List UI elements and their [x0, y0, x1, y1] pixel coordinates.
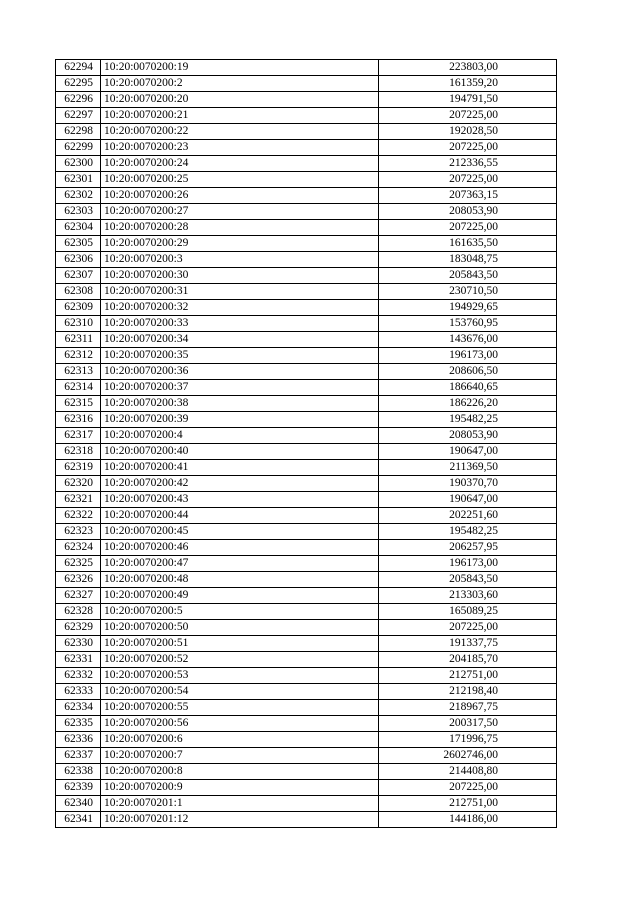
table-row: [56, 108, 557, 124]
value-cell: 208053,90: [379, 204, 557, 220]
cadastral-number-cell: 10:20:0070200:30: [101, 268, 379, 284]
row-id-cell: 62324: [56, 540, 101, 556]
cadastral-number-cell: 10:20:0070200:31: [101, 284, 379, 300]
cadastral-number-cell: 10:20:0070200:19: [101, 60, 379, 76]
table-row: [56, 780, 557, 796]
table-row: [56, 716, 557, 732]
cadastral-number-cell: 10:20:0070200:8: [101, 764, 379, 780]
table-row: [56, 636, 557, 652]
value-cell: 218967,75: [379, 700, 557, 716]
cadastral-number-cell: 10:20:0070200:24: [101, 156, 379, 172]
row-id-cell: 62311: [56, 332, 101, 348]
table-row: [56, 748, 557, 764]
table-row: [56, 284, 557, 300]
table-row: [56, 188, 557, 204]
cadastral-number-cell: 10:20:0070200:26: [101, 188, 379, 204]
table-row: [56, 652, 557, 668]
cadastral-number-cell: 10:20:0070200:54: [101, 684, 379, 700]
row-id-cell: 62310: [56, 316, 101, 332]
table-row: [56, 428, 557, 444]
table-row: [56, 236, 557, 252]
table-row: [56, 588, 557, 604]
table-row: [56, 92, 557, 108]
row-id-cell: 62296: [56, 92, 101, 108]
value-cell: 207225,00: [379, 220, 557, 236]
cadastral-number-cell: 10:20:0070200:56: [101, 716, 379, 732]
table-row: [56, 412, 557, 428]
value-cell: 205843,50: [379, 268, 557, 284]
table-row: [56, 508, 557, 524]
table-row: [56, 380, 557, 396]
table-row: [56, 476, 557, 492]
row-id-cell: 62302: [56, 188, 101, 204]
row-id-cell: 62339: [56, 780, 101, 796]
row-id-cell: 62313: [56, 364, 101, 380]
value-cell: 206257,95: [379, 540, 557, 556]
cadastral-number-cell: 10:20:0070200:47: [101, 556, 379, 572]
table-row: [56, 732, 557, 748]
cadastral-number-cell: 10:20:0070200:22: [101, 124, 379, 140]
row-id-cell: 62340: [56, 796, 101, 812]
table-row: [56, 124, 557, 140]
table-row: [56, 556, 557, 572]
row-id-cell: 62333: [56, 684, 101, 700]
row-id-cell: 62329: [56, 620, 101, 636]
table-row: [56, 76, 557, 92]
value-cell: 183048,75: [379, 252, 557, 268]
row-id-cell: 62301: [56, 172, 101, 188]
cadastral-number-cell: 10:20:0070200:39: [101, 412, 379, 428]
value-cell: 190647,00: [379, 444, 557, 460]
cadastral-number-cell: 10:20:0070200:55: [101, 700, 379, 716]
table-row: [56, 460, 557, 476]
table-row: [56, 444, 557, 460]
cadastral-number-cell: 10:20:0070200:5: [101, 604, 379, 620]
cadastral-number-cell: 10:20:0070200:25: [101, 172, 379, 188]
table-row: [56, 812, 557, 828]
table-row: [56, 604, 557, 620]
cadastral-number-cell: 10:20:0070201:1: [101, 796, 379, 812]
cadastral-number-cell: 10:20:0070200:34: [101, 332, 379, 348]
cadastral-number-cell: 10:20:0070200:37: [101, 380, 379, 396]
cadastral-number-cell: 10:20:0070200:36: [101, 364, 379, 380]
table-row: [56, 668, 557, 684]
cadastral-number-cell: 10:20:0070200:27: [101, 204, 379, 220]
table-row: [56, 492, 557, 508]
cadastral-number-cell: 10:20:0070201:12: [101, 812, 379, 828]
cadastral-number-cell: 10:20:0070200:35: [101, 348, 379, 364]
row-id-cell: 62308: [56, 284, 101, 300]
cadastral-number-cell: 10:20:0070200:4: [101, 428, 379, 444]
row-id-cell: 62327: [56, 588, 101, 604]
value-cell: 186640,65: [379, 380, 557, 396]
value-cell: 223803,00: [379, 60, 557, 76]
row-id-cell: 62307: [56, 268, 101, 284]
value-cell: 212751,00: [379, 796, 557, 812]
cadastral-number-cell: 10:20:0070200:49: [101, 588, 379, 604]
cadastral-number-cell: 10:20:0070200:50: [101, 620, 379, 636]
row-id-cell: 62318: [56, 444, 101, 460]
row-id-cell: 62304: [56, 220, 101, 236]
value-cell: 212336,55: [379, 156, 557, 172]
value-cell: 212751,00: [379, 668, 557, 684]
value-cell: 214408,80: [379, 764, 557, 780]
value-cell: 207225,00: [379, 780, 557, 796]
row-id-cell: 62322: [56, 508, 101, 524]
row-id-cell: 62303: [56, 204, 101, 220]
value-cell: 190647,00: [379, 492, 557, 508]
table-row: [56, 396, 557, 412]
value-cell: 196173,00: [379, 556, 557, 572]
value-cell: 208053,90: [379, 428, 557, 444]
value-cell: 207225,00: [379, 620, 557, 636]
value-cell: 194929,65: [379, 300, 557, 316]
value-cell: 211369,50: [379, 460, 557, 476]
value-cell: 207225,00: [379, 172, 557, 188]
value-cell: 205843,50: [379, 572, 557, 588]
table-row: [56, 796, 557, 812]
row-id-cell: 62320: [56, 476, 101, 492]
table-row: [56, 620, 557, 636]
table-row: [56, 572, 557, 588]
row-id-cell: 62312: [56, 348, 101, 364]
cadastral-number-cell: 10:20:0070200:51: [101, 636, 379, 652]
value-cell: 143676,00: [379, 332, 557, 348]
cadastral-number-cell: 10:20:0070200:53: [101, 668, 379, 684]
table-row: [56, 316, 557, 332]
table-row: [56, 540, 557, 556]
cadastral-number-cell: 10:20:0070200:48: [101, 572, 379, 588]
value-cell: 200317,50: [379, 716, 557, 732]
row-id-cell: 62328: [56, 604, 101, 620]
value-cell: 204185,70: [379, 652, 557, 668]
row-id-cell: 62336: [56, 732, 101, 748]
table-row: [56, 300, 557, 316]
row-id-cell: 62341: [56, 812, 101, 828]
table-row: [56, 524, 557, 540]
row-id-cell: 62305: [56, 236, 101, 252]
table-row: [56, 684, 557, 700]
value-cell: 207225,00: [379, 108, 557, 124]
row-id-cell: 62309: [56, 300, 101, 316]
cadastral-number-cell: 10:20:0070200:23: [101, 140, 379, 156]
table-row: [56, 764, 557, 780]
value-cell: 207363,15: [379, 188, 557, 204]
table-row: [56, 220, 557, 236]
cadastral-number-cell: 10:20:0070200:2: [101, 76, 379, 92]
row-id-cell: 62295: [56, 76, 101, 92]
value-cell: 195482,25: [379, 412, 557, 428]
cadastral-number-cell: 10:20:0070200:33: [101, 316, 379, 332]
value-cell: 161359,20: [379, 76, 557, 92]
cadastral-number-cell: 10:20:0070200:7: [101, 748, 379, 764]
value-cell: 207225,00: [379, 140, 557, 156]
cadastral-number-cell: 10:20:0070200:45: [101, 524, 379, 540]
table-row: [56, 204, 557, 220]
table-row: [56, 364, 557, 380]
row-id-cell: 62294: [56, 60, 101, 76]
row-id-cell: 62315: [56, 396, 101, 412]
row-id-cell: 62300: [56, 156, 101, 172]
table-row: [56, 348, 557, 364]
row-id-cell: 62334: [56, 700, 101, 716]
value-cell: 191337,75: [379, 636, 557, 652]
cadastral-number-cell: 10:20:0070200:28: [101, 220, 379, 236]
table-row: [56, 252, 557, 268]
row-id-cell: 62331: [56, 652, 101, 668]
cadastral-number-cell: 10:20:0070200:21: [101, 108, 379, 124]
table-row: [56, 172, 557, 188]
row-id-cell: 62332: [56, 668, 101, 684]
value-cell: 190370,70: [379, 476, 557, 492]
row-id-cell: 62325: [56, 556, 101, 572]
cadastral-number-cell: 10:20:0070200:9: [101, 780, 379, 796]
table-row: [56, 700, 557, 716]
cadastral-number-cell: 10:20:0070200:6: [101, 732, 379, 748]
value-cell: 195482,25: [379, 524, 557, 540]
table-row: [56, 156, 557, 172]
value-cell: 194791,50: [379, 92, 557, 108]
row-id-cell: 62321: [56, 492, 101, 508]
row-id-cell: 62330: [56, 636, 101, 652]
row-id-cell: 62319: [56, 460, 101, 476]
cadastral-value-table: [55, 59, 557, 828]
cadastral-number-cell: 10:20:0070200:20: [101, 92, 379, 108]
cadastral-number-cell: 10:20:0070200:46: [101, 540, 379, 556]
cadastral-number-cell: 10:20:0070200:3: [101, 252, 379, 268]
value-cell: 186226,20: [379, 396, 557, 412]
value-cell: 230710,50: [379, 284, 557, 300]
row-id-cell: 62317: [56, 428, 101, 444]
value-cell: 2602746,00: [379, 748, 557, 764]
row-id-cell: 62306: [56, 252, 101, 268]
value-cell: 208606,50: [379, 364, 557, 380]
table-row: [56, 268, 557, 284]
cadastral-number-cell: 10:20:0070200:43: [101, 492, 379, 508]
value-cell: 165089,25: [379, 604, 557, 620]
value-cell: 192028,50: [379, 124, 557, 140]
cadastral-number-cell: 10:20:0070200:40: [101, 444, 379, 460]
value-cell: 153760,95: [379, 316, 557, 332]
row-id-cell: 62323: [56, 524, 101, 540]
table-row: [56, 332, 557, 348]
cadastral-number-cell: 10:20:0070200:42: [101, 476, 379, 492]
row-id-cell: 62335: [56, 716, 101, 732]
value-cell: 196173,00: [379, 348, 557, 364]
value-cell: 212198,40: [379, 684, 557, 700]
row-id-cell: 62316: [56, 412, 101, 428]
value-cell: 202251,60: [379, 508, 557, 524]
row-id-cell: 62337: [56, 748, 101, 764]
value-cell: 213303,60: [379, 588, 557, 604]
cadastral-number-cell: 10:20:0070200:29: [101, 236, 379, 252]
value-cell: 161635,50: [379, 236, 557, 252]
row-id-cell: 62299: [56, 140, 101, 156]
row-id-cell: 62338: [56, 764, 101, 780]
row-id-cell: 62314: [56, 380, 101, 396]
cadastral-number-cell: 10:20:0070200:38: [101, 396, 379, 412]
row-id-cell: 62326: [56, 572, 101, 588]
row-id-cell: 62298: [56, 124, 101, 140]
row-id-cell: 62297: [56, 108, 101, 124]
table-row: [56, 60, 557, 76]
table-row: [56, 140, 557, 156]
table-body: [56, 60, 557, 828]
cadastral-number-cell: 10:20:0070200:32: [101, 300, 379, 316]
cadastral-number-cell: 10:20:0070200:41: [101, 460, 379, 476]
value-cell: 144186,00: [379, 812, 557, 828]
cadastral-number-cell: 10:20:0070200:52: [101, 652, 379, 668]
cadastral-number-cell: 10:20:0070200:44: [101, 508, 379, 524]
value-cell: 171996,75: [379, 732, 557, 748]
